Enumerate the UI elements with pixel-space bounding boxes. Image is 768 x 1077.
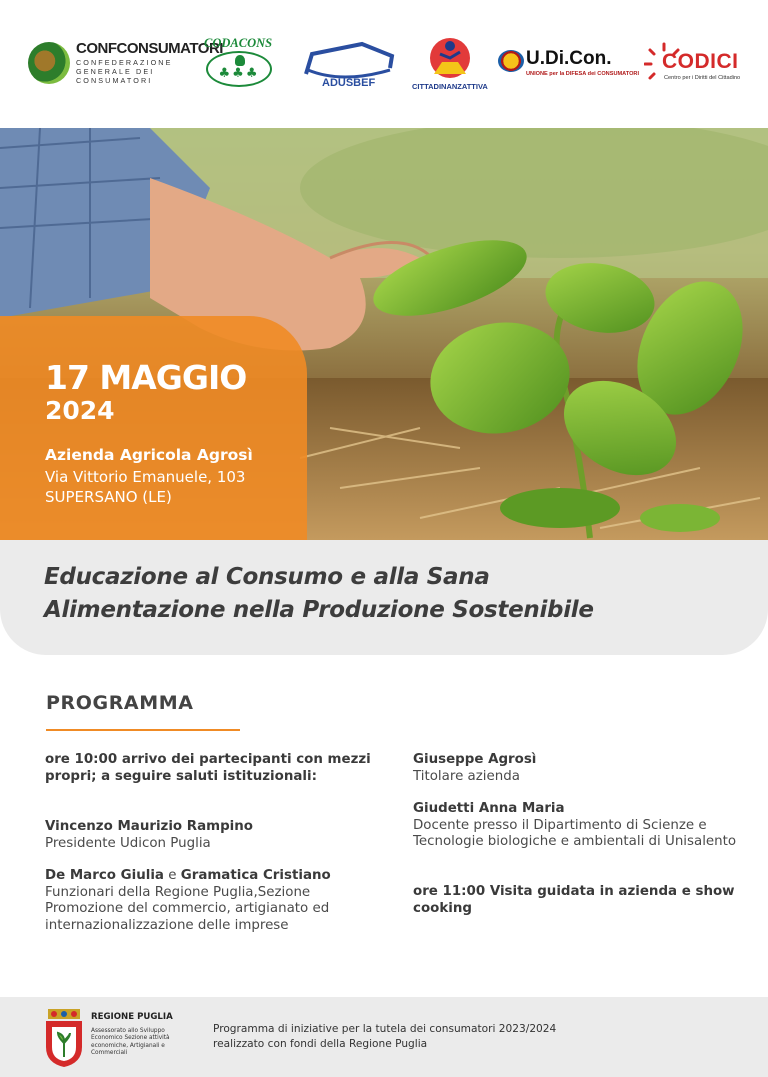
cittadinanzattiva-emblem-icon bbox=[422, 36, 478, 82]
event-address-street: Via Vittorio Emanuele, 103 bbox=[45, 468, 246, 486]
speaker-name: Giuseppe Agrosì bbox=[413, 752, 537, 767]
speaker-role: Presidente Udicon Puglia bbox=[45, 835, 211, 851]
event-date: 17 MAGGIO bbox=[45, 358, 247, 397]
schedule-item-arrival bbox=[45, 752, 375, 785]
cittadinanzattiva-logo bbox=[412, 30, 488, 100]
adusbef-logo bbox=[302, 30, 396, 100]
speaker-connector: e bbox=[163, 868, 181, 883]
speaker-name: Vincenzo Maurizio Rampino bbox=[45, 819, 253, 834]
regione-puglia-crest-icon bbox=[44, 1009, 84, 1067]
adusbef-name: ADUSBEF bbox=[322, 77, 376, 89]
speaker-item-rampino bbox=[45, 819, 375, 852]
speaker-role: Docente presso il Dipartimento di Scienze e Tecnologie biologiche e ambientali di Unisalento bbox=[413, 817, 737, 849]
region-name: REGIONE PUGLIA bbox=[91, 1012, 173, 1022]
speaker-item-agrosi bbox=[413, 752, 743, 785]
speaker-name: De Marco Giulia bbox=[45, 868, 164, 883]
udicon-subtitle: UNIONE per la DIFESA dei CONSUMATORI bbox=[526, 71, 640, 77]
udicon-name: U.Di.Con. bbox=[526, 48, 612, 69]
region-department: Assessorato allo Sviluppo Economico Sezione attività economiche, Artigianali e Commerciali bbox=[91, 1028, 170, 1057]
adusbef-emblem-icon bbox=[302, 40, 396, 90]
funding-note: Programma di iniziative per la tutela dei consumatori 2023/2024 realizzato con fondi della Regione Puglia bbox=[213, 1023, 557, 1050]
event-address-city: SUPERSANO (LE) bbox=[45, 488, 172, 506]
speaker-item-regione bbox=[45, 868, 375, 934]
codacons-emblem-icon: ♣♣♣ bbox=[206, 51, 272, 87]
speaker-name: Gramatica Cristiano bbox=[180, 868, 331, 883]
event-year: 2024 bbox=[45, 396, 115, 425]
udicon-logo bbox=[496, 30, 640, 100]
event-venue: Azienda Agricola Agrosì bbox=[45, 446, 253, 464]
event-title-line-2: Alimentazione nella Produzione Sostenibile bbox=[44, 597, 594, 623]
codici-name: CODICI bbox=[662, 50, 739, 73]
confconsumatori-name: CONFCONSUMATORI bbox=[76, 40, 223, 57]
event-title-line-1: Educazione al Consumo e alla Sana bbox=[44, 564, 490, 590]
codacons-name: CODACONS bbox=[204, 36, 273, 50]
event-info-card bbox=[0, 316, 307, 540]
schedule-item-title: ore 11:00 Visita guidata in azienda e show cooking bbox=[413, 884, 735, 916]
schedule-item-visit bbox=[413, 884, 743, 917]
programma-divider bbox=[46, 729, 240, 731]
schedule-item-title: ore 10:00 arrivo dei partecipanti con mezzi propri; a seguire saluti istituzionali: bbox=[45, 752, 371, 784]
confconsumatori-logo bbox=[28, 30, 223, 100]
speaker-role: Funzionari della Regione Puglia,Sezione Promozione del commercio, artigianato ed internazionalizzazione delle imprese bbox=[45, 884, 330, 933]
cittadinanzattiva-name: CITTADINANZATTIVA bbox=[412, 82, 488, 91]
programma-heading: PROGRAMMA bbox=[46, 692, 194, 714]
partner-logos bbox=[0, 30, 768, 100]
footer bbox=[0, 997, 768, 1077]
speaker-role: Titolare azienda bbox=[413, 768, 520, 784]
confconsumatori-subtitle: CONFEDERAZIONE GENERALE DEI CONSUMATORI bbox=[76, 58, 173, 85]
confconsumatori-emblem-icon bbox=[28, 42, 70, 84]
udicon-emblem-icon bbox=[498, 50, 524, 72]
codici-logo bbox=[640, 30, 750, 100]
codacons-logo bbox=[202, 30, 276, 100]
event-title-band bbox=[0, 540, 768, 655]
speaker-item-giudetti bbox=[413, 801, 743, 851]
speaker-name: Giudetti Anna Maria bbox=[413, 801, 565, 816]
codici-subtitle: Centro per i Diritti del Cittadino bbox=[664, 75, 741, 81]
